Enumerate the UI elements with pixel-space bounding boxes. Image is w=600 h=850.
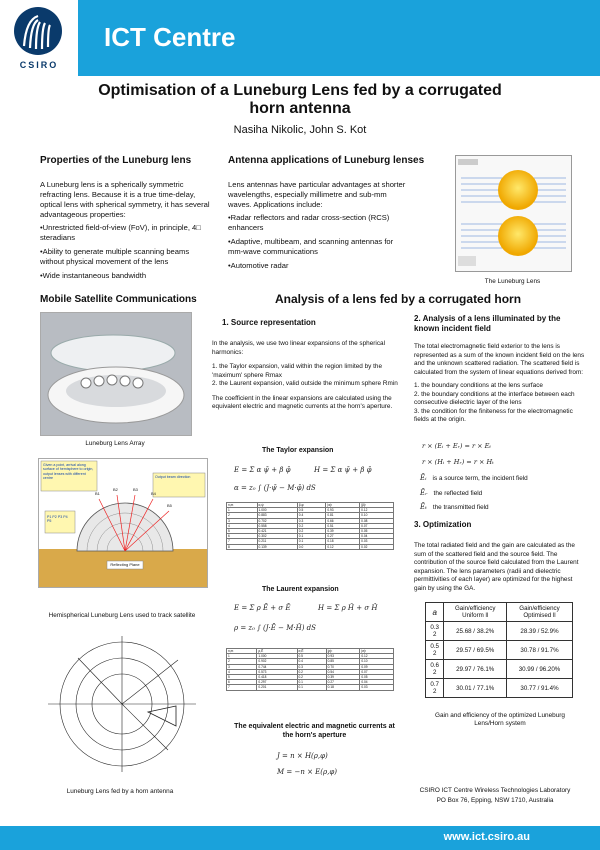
opt-cell: 0.5 2 [426, 641, 444, 660]
optimization-table [425, 602, 573, 698]
field-term-text: the reflected field [433, 489, 483, 497]
optimization-text: The total radiated field and the gain are calculated as the sum of the scattered field and the source field. The contribution of the source field calculated from the Laurent expansion. The lens parameters (radii and dielectric permittivities of each layer) are optimized for the highest gain by using the GA. [414, 542, 579, 592]
opt-cell: 30.01 / 77.1% [444, 679, 507, 698]
applications-heading: Antenna applications of Luneburg lenses [228, 155, 425, 166]
beam-label: B5 [167, 503, 172, 508]
hemi-caption: Hemispherical Luneburg Lens used to track satellite [48, 612, 196, 619]
opt-header: Gain/efficiency Uniform ll [444, 603, 507, 622]
applications-section [228, 180, 408, 275]
opt-header: a [426, 603, 444, 622]
svg-text:α = z₀ ∫ (J·ψ̄ − M·φ̄) dS: α = z₀ ∫ (J·ψ̄ − M·φ̄) dS [234, 484, 316, 492]
lens-array-image [41, 313, 191, 435]
incident-text: The total electromagnetic field exterior to the lens is represented as a sum of the known incident field on the lens and the unknown scattered radiation. The scattered field is calculated from the system of linear equations derived from: [414, 343, 585, 376]
laurent-table [226, 648, 394, 708]
svg-text:M = −n × E(ρ,φ): M = −n × E(ρ,φ) [277, 768, 337, 776]
svg-text:ρ = z₀ ∫ (J·Ē − M·Ĥ) dS: ρ = z₀ ∫ (J·Ē − M·Ĥ) dS [234, 624, 316, 632]
laurent-equation [232, 598, 402, 640]
laurent-item-text: 2. the Laurent expansion, valid outside the minimum sphere [212, 380, 382, 387]
horn-antenna-figure [48, 630, 196, 778]
array-caption: Luneburg Lens Array [85, 440, 145, 447]
boundary-equation-image [420, 436, 540, 470]
incident-heading: 2. Analysis of a lens illuminated by the known incident field [414, 314, 561, 333]
opt-cell: 0.6 2 [426, 660, 444, 679]
applications-bullet: •Radar reflectors and radar cross-section (RCS) enhancers [228, 213, 390, 232]
properties-bullet: •Unrestricted field-of-view (FoV), in principle, 4□ steradians [40, 223, 201, 242]
source-coeff-text: The coefficient in the linear expansions are calculated using the equivalent electric and magnetic currents at the horn's aperture. [212, 394, 393, 410]
opt-cell: 30.99 / 96.20% [507, 660, 573, 679]
authors: Nasiha Nikolic, John S. Kot [233, 124, 367, 136]
opt-cell: 29.97 / 76.1% [444, 660, 507, 679]
taylor-equation-image [232, 460, 392, 496]
currents-heading: The equivalent electric and magnetic currents at the horn's aperture [234, 723, 395, 739]
table-row [426, 660, 573, 679]
hemi-label-right: Output beam direction [155, 475, 191, 479]
contact-info [395, 786, 595, 806]
currents-equation-image [275, 746, 365, 782]
footer-url[interactable]: www.ict.csiro.au [443, 831, 530, 843]
mobile-heading: Mobile Satellite Communications [40, 294, 197, 305]
opt-header: Gain/efficiency Optimised ll [507, 603, 573, 622]
rmax-label: Rmax [265, 371, 282, 379]
source-text [212, 340, 402, 412]
laurent-table-grid: n,m ρ,Ē σ,Ē |ρ|² |σ|² 1 1.000 0.5 0.93 0.12 2 0.902 0.4 0.85 0.10 3 0.744 0.3 0.70 0.09 4 0.573 0.2 0.54 0.07 5 0.418 0.2 0.39 0.05 6 0.297 0.1 0.27 0.04 7 0.201 0.1 0.18 0.03 [226, 648, 394, 691]
currents-equation [275, 746, 365, 782]
incident-condition: 3. the condition for the finiteness for the electromagnetic fields at the origin. [414, 407, 573, 423]
beam-label: B4 [151, 491, 156, 496]
properties-heading: Properties of the Luneburg lens [40, 155, 192, 166]
incident-condition: 2. the boundary conditions at the interface between each consecutive dielectric layer of the lens [414, 390, 575, 406]
svg-text:H = Σ ρ Ĥ + σ Ĥ: H = Σ ρ Ĥ + σ Ĥ [318, 604, 378, 612]
opt-cell: 30.78 / 91.7% [507, 641, 573, 660]
taylor-item [212, 363, 402, 380]
field-term: Ēₜ the transmitted field [420, 503, 489, 511]
point-label: P1 [47, 515, 52, 519]
opt-cell: 25.68 / 38.2% [444, 622, 507, 641]
opt-cell: 28.39 / 52.9% [507, 622, 573, 641]
table-row [426, 622, 573, 641]
opt-cell: 0.7 2 [426, 679, 444, 698]
incident-section [414, 343, 586, 425]
taylor-equation [232, 460, 392, 496]
beam-label: B1 [95, 491, 100, 496]
csiro-wordmark: CSIRO [19, 60, 59, 70]
point-label: P2 [52, 515, 57, 519]
luneburg-lens-diagram [456, 156, 571, 271]
boundary-equation [420, 436, 540, 470]
taylor-heading: The Taylor expansion [262, 447, 334, 454]
properties-bullet: •Ability to generate multiple scanning beams without physical movement of the lens [40, 247, 190, 266]
field-term: Ēᵣ the reflected field [420, 488, 483, 497]
taylor-item-text: 1. the Taylor expansion, valid within the region limited by the 'maximum' sphere [212, 363, 383, 379]
applications-intro: Lens antennas have particular advantages at shorter wavelengths, especially millimetre and sub-mm waves. Applications include: [228, 180, 406, 209]
svg-text:r × (Hᵢ + Hᵣ) = r × Hₜ: r × (Hᵢ + Hᵣ) = r × Hₜ [422, 458, 494, 466]
lens-caption: The Luneburg Lens [484, 278, 541, 285]
brand-title: ICT Centre [104, 22, 236, 52]
laurent-item [212, 380, 402, 389]
field-term: Ēᵢ is a source term, the incident field [420, 474, 528, 482]
opt-cell: 30.77 / 91.4% [507, 679, 573, 698]
svg-text:E = Σ ρ Ē + σ Ē: E = Σ ρ Ē + σ Ē [234, 604, 291, 612]
svg-text:H = Σ α ψ̄ + β φ̄: H = Σ α ψ̄ + β φ̄ [314, 466, 372, 474]
field-term-text: is a source term, the incident field [432, 475, 528, 482]
applications-bullet: •Automotive radar [228, 261, 289, 270]
horn-caption: Luneburg Lens fed by a horn antenna [66, 788, 174, 795]
hemi-label-left: Given a point, arrival along surface of hemisphere to origin, output lenses with different centre [43, 463, 94, 481]
applications-bullet: •Adaptive, multibeam, and scanning antennas for mm-wave communications [228, 237, 394, 256]
properties-intro: A Luneburg lens is a spherically symmetric refracting lens. Because it is a true time-delay, optical lens with spherical symmetry, it has several advantageous properties: [40, 180, 210, 219]
hemi-points [47, 515, 73, 523]
source-intro: In the analysis, we use two linear expansions of the spherical harmonics: [212, 340, 385, 356]
field-terms [420, 474, 580, 513]
taylor-table [226, 502, 394, 574]
analysis-heading: Analysis of a lens fed by a corrugated horn [275, 292, 522, 306]
header-bar [0, 0, 600, 76]
horn-antenna-diagram [48, 630, 196, 778]
taylor-table-grid: n,m α,ψ β,φ |α|² |β|² 1 1.000 0.5 0.93 0.12 2 0.883 0.4 0.81 0.10 3 0.702 0.3 0.66 0.08 4 0.558 0.2 0.51 0.07 5 0.421 0.2 0.39 0.05 6 0.302 0.1 0.27 0.04 7 0.211 0.1 0.18 0.03 8 0.139 0.0 0.12 0.02 [226, 502, 394, 550]
incident-condition: 1. the boundary conditions at the lens surface [414, 382, 543, 389]
point-label: P5 [47, 519, 52, 523]
csiro-logo-icon [12, 6, 64, 56]
svg-text:E = Σ α ψ̄ + β φ̄: E = Σ α ψ̄ + β φ̄ [234, 466, 291, 474]
svg-text:r × (Eᵢ + Eᵣ) = r × Eₜ: r × (Eᵢ + Eᵣ) = r × Eₜ [422, 442, 492, 450]
table-row [426, 679, 573, 698]
contact-lab: CSIRO ICT Centre Wireless Technologies Laboratory [419, 787, 571, 794]
laurent-heading: The Laurent expansion [262, 586, 339, 593]
source-heading: 1. Source representation [222, 318, 316, 327]
svg-text:J = n × H(ρ,φ): J = n × H(ρ,φ) [277, 752, 328, 760]
table-row [426, 641, 573, 660]
properties-bullet: •Wide instantaneous bandwidth [40, 271, 147, 280]
rmin-label: Rmin [382, 380, 398, 387]
field-term-text: the transmitted field [432, 504, 489, 511]
beam-label: B2 [113, 487, 118, 492]
beam-label: B3 [133, 487, 138, 492]
lens-array-photo [40, 312, 192, 436]
poster-title: Optimisation of a Luneburg Lens fed by a corrugated horn antenna [98, 82, 502, 117]
point-label: P3 [57, 515, 63, 519]
opt-cell: 29.57 / 69.5% [444, 641, 507, 660]
opt-cell: 0.3 2 [426, 622, 444, 641]
laurent-equation-image [232, 598, 402, 640]
csiro-logo [0, 0, 78, 76]
optimization-heading: 3. Optimization [414, 520, 472, 529]
reflecting-plane-label: Reflecting Plane [110, 562, 140, 567]
point-label: P4 [63, 515, 68, 519]
contact-address: PO Box 76, Epping, NSW 1710, Australia [436, 797, 554, 804]
hemispherical-lens-figure [38, 458, 208, 588]
luneburg-lens-figure [455, 155, 572, 272]
opt-table-caption: Gain and efficiency of the optimized Luneburg Lens/Horn system [435, 712, 565, 727]
properties-section [40, 180, 215, 285]
